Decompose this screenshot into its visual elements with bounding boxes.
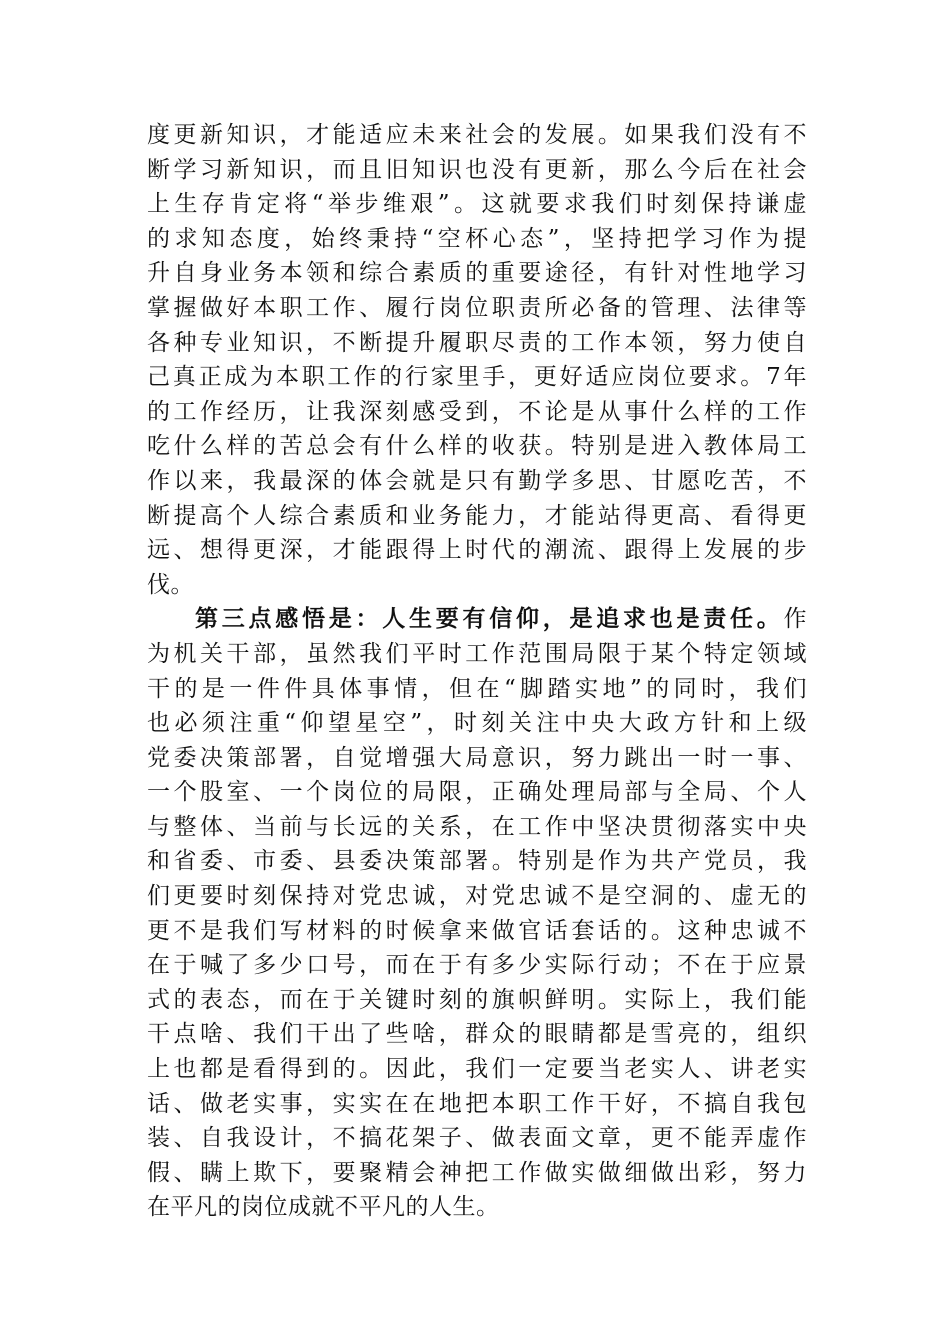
text-line: 也必须注重“仰望星空”，时刻关注中央大政方针和上级 (147, 710, 807, 737)
text-line: 装、自我设计，不搞花架子、做表面文章，更不能弄虚作 (147, 1125, 807, 1152)
text-line: 干的是一件件具体事情，但在“脚踏实地”的同时，我们 (147, 675, 807, 702)
text-line: 各种专业知识，不断提升履职尽责的工作本领，努力使自 (147, 329, 807, 356)
text-line: 在平凡的岗位成就不平凡的人生。 (147, 1194, 500, 1221)
document-page (147, 118, 807, 1225)
text-line: 在于喊了多少口号，而在于有多少实际行动；不在于应景 (147, 952, 807, 979)
text-line: 的求知态度，始终秉持“空杯心态”，坚持把学习作为提 (147, 225, 807, 252)
text-line: 升自身业务本领和综合素质的重要途径，有针对性地学习 (147, 260, 807, 287)
paragraph-third-insight (147, 602, 807, 1225)
text-line: 上生存肯定将“举步维艰”。这就要求我们时刻保持谦虚 (147, 191, 807, 218)
text-line: 话、做老实事，实实在在地把本职工作干好，不搞自我包 (147, 1090, 807, 1117)
text-line: 作以来，我最深的体会就是只有勤学多思、甘愿吃苦，不 (147, 467, 807, 494)
text-line: 断学习新知识，而且旧知识也没有更新，那么今后在社会 (147, 156, 807, 183)
text-line: 干点啥、我们干出了些啥，群众的眼睛都是雪亮的，组织 (147, 1021, 807, 1048)
text-fragment: 作 (783, 606, 807, 633)
text-line: 远、想得更深，才能跟得上时代的潮流、跟得上发展的步 (147, 537, 807, 564)
text-line: 断提高个人综合素质和业务能力，才能站得更高、看得更 (147, 502, 807, 529)
text-line: 上也都是看得到的。因此，我们一定要当老实人、讲老实 (147, 1056, 807, 1083)
text-line: 党委决策部署，自觉增强大局意识，努力跳出一时一事、 (147, 744, 807, 771)
paragraph-continuation (147, 118, 807, 602)
text-line: 更不是我们写材料的时候拿来做官话套话的。这种忠诚不 (147, 917, 807, 944)
text-line: 和省委、市委、县委决策部署。特别是作为共产党员，我 (147, 848, 807, 875)
text-line: 伐。 (147, 571, 194, 598)
paragraph-first-line (147, 602, 807, 637)
text-line: 假、瞒上欺下，要聚精会神把工作做实做细做出彩，努力 (147, 1159, 807, 1186)
text-line: 一个股室、一个岗位的局限，正确处理局部与全局、个人 (147, 779, 807, 806)
text-line: 吃什么样的苦总会有什么样的收获。特别是进入教体局工 (147, 433, 807, 460)
paragraph-heading: 第三点感悟是：人生要有信仰，是追求也是责任。 (195, 605, 784, 633)
text-line: 己真正成为本职工作的行家里手，更好适应岗位要求。7年 (147, 364, 807, 391)
text-line: 度更新知识，才能适应未来社会的发展。如果我们没有不 (147, 122, 807, 148)
text-line: 的工作经历，让我深刻感受到，不论是从事什么样的工作 (147, 398, 807, 425)
text-line: 式的表态，而在于关键时刻的旗帜鲜明。实际上，我们能 (147, 986, 807, 1013)
text-line: 掌握做好本职工作、履行岗位职责所必备的管理、法律等 (147, 294, 807, 321)
text-line: 为机关干部，虽然我们平时工作范围局限于某个特定领域 (147, 640, 807, 667)
text-line: 们更要时刻保持对党忠诚，对党忠诚不是空洞的、虚无的 (147, 883, 807, 910)
text-line: 与整体、当前与长远的关系，在工作中坚决贯彻落实中央 (147, 813, 807, 840)
